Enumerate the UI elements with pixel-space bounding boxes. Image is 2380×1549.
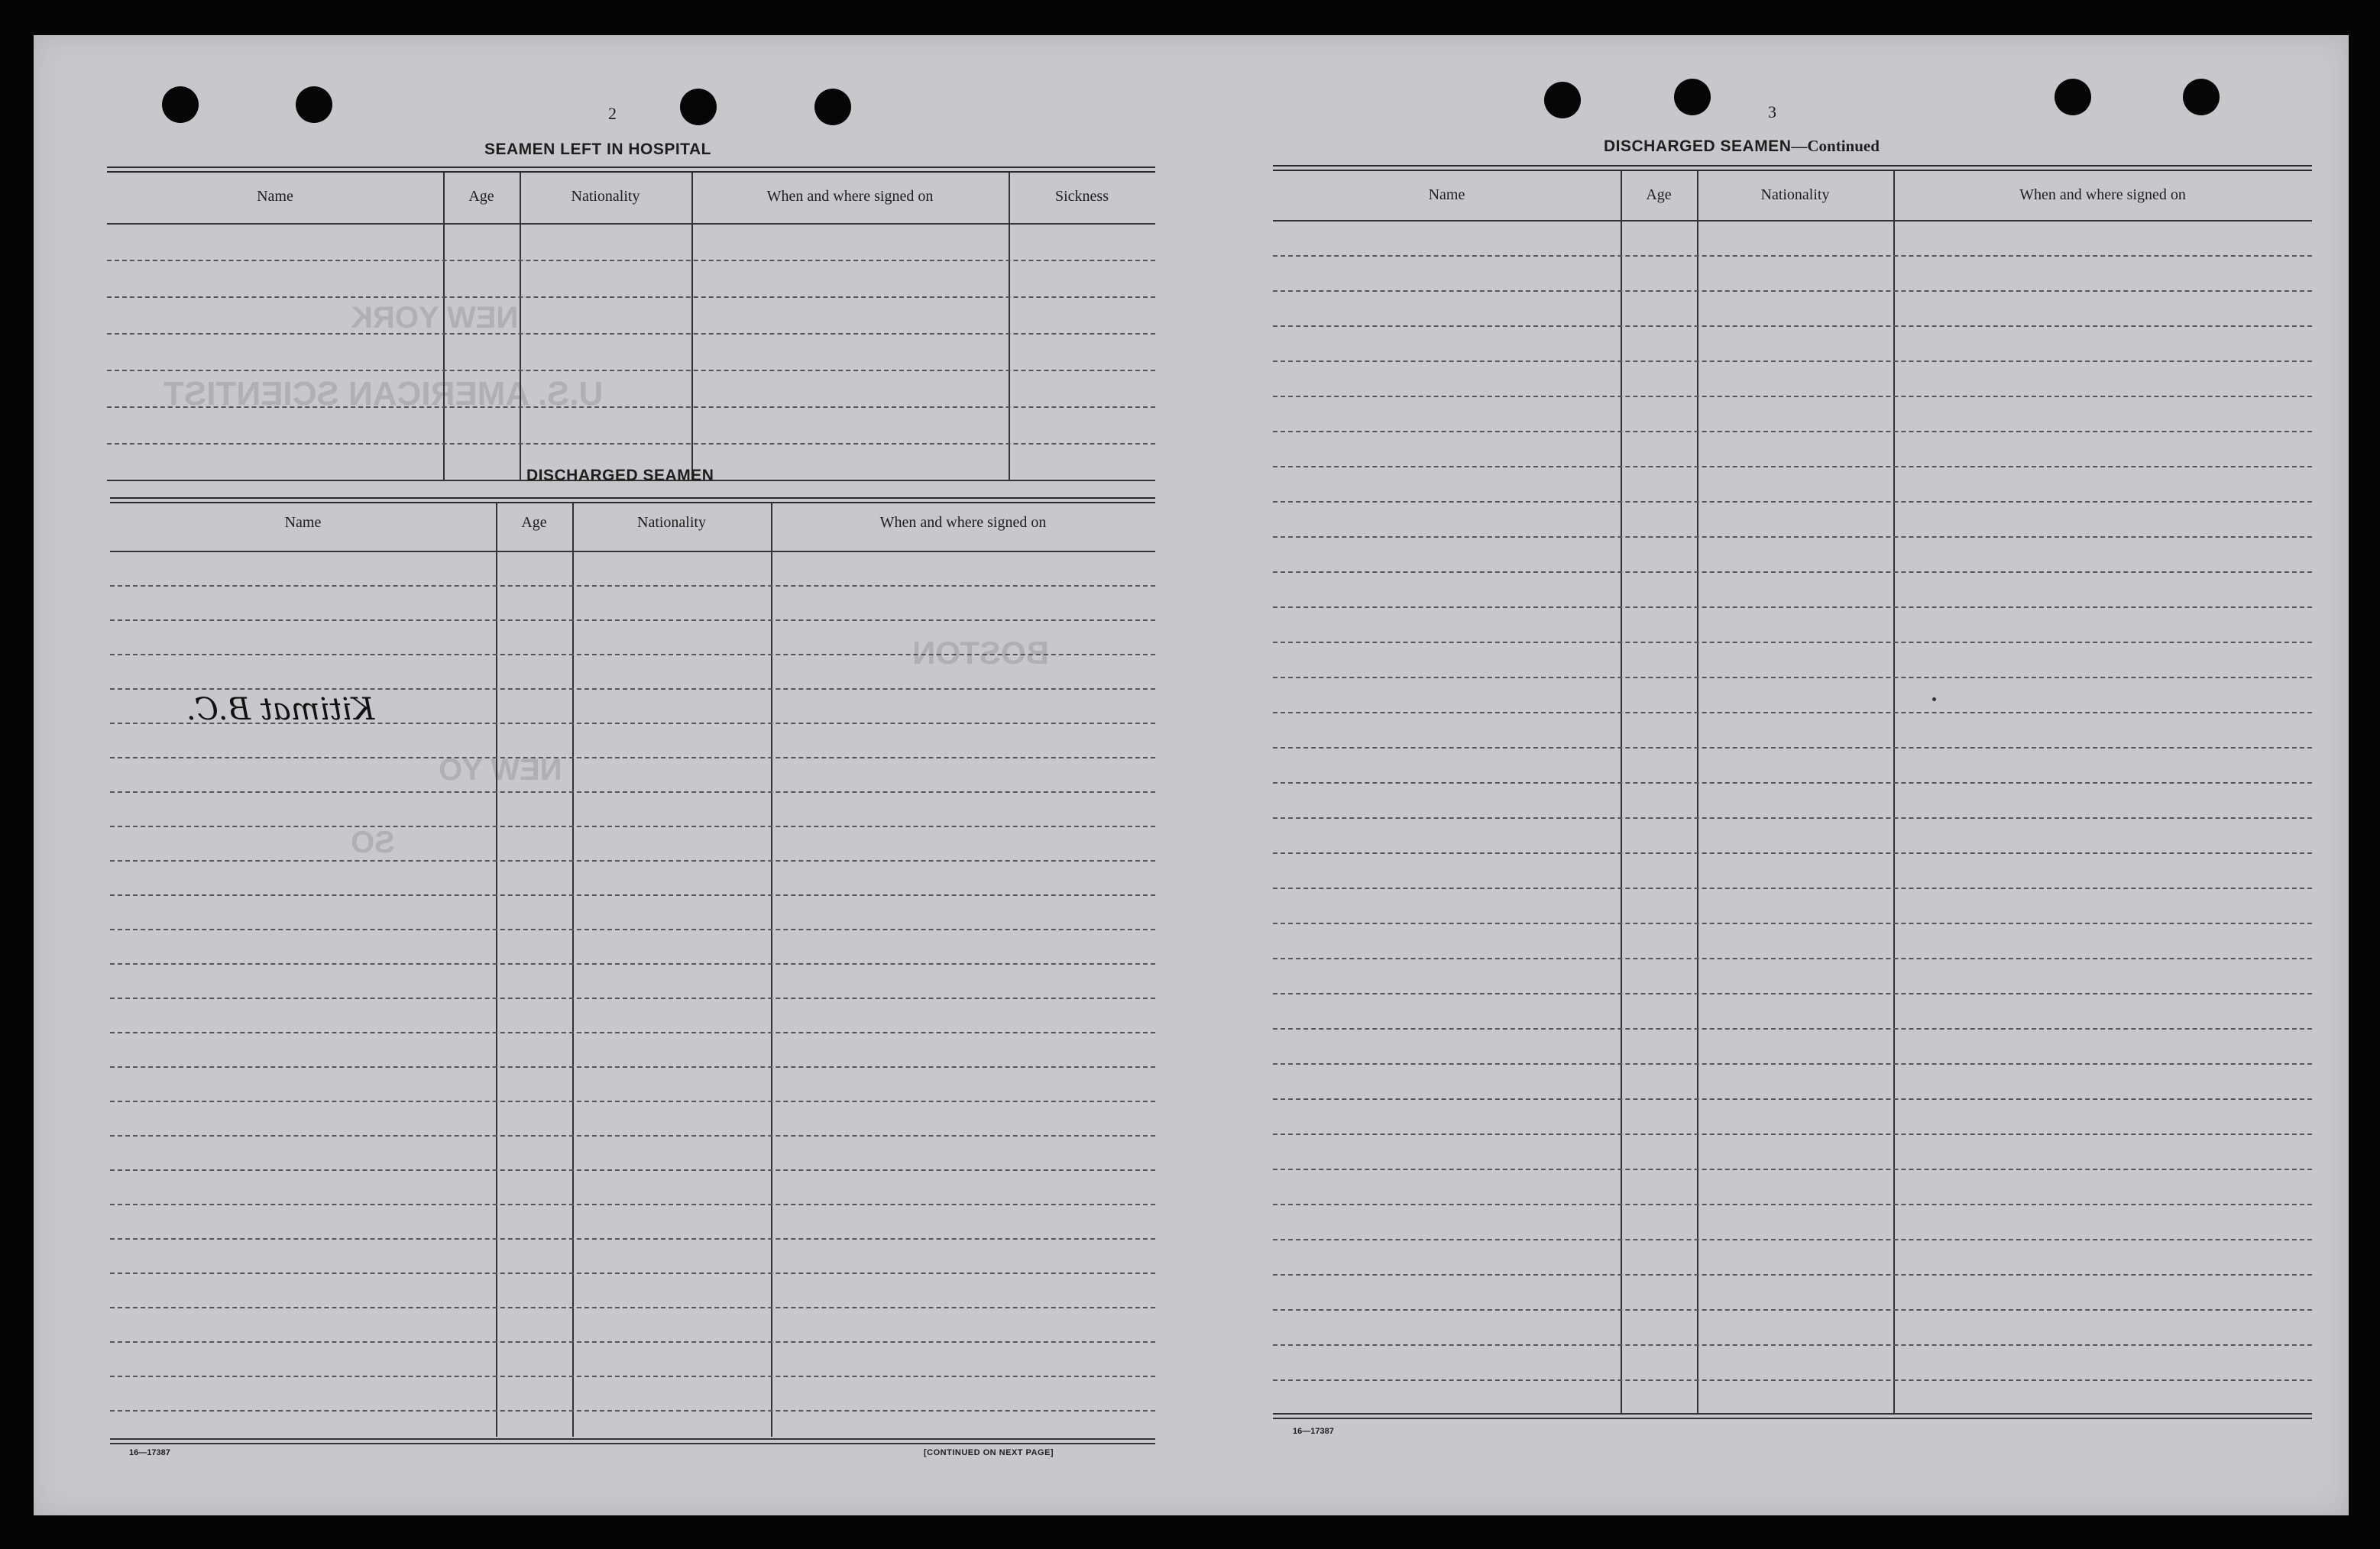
form-number: 16—17387: [129, 1448, 170, 1457]
table-row: [1273, 888, 2312, 889]
table-row: [1273, 1274, 2312, 1276]
section-title-discharged-continued: [1604, 137, 1880, 156]
table-row: [1273, 1309, 2312, 1311]
table-row: [110, 1135, 1155, 1137]
bleed-through-text: SO: [351, 826, 395, 859]
table-row: [110, 1204, 1155, 1205]
table-row: [107, 333, 1155, 335]
form-number: 16—17387: [1293, 1427, 1334, 1436]
section-title-discharged: DISCHARGED SEAMEN: [526, 467, 714, 484]
punch-hole: [814, 89, 851, 125]
table-row: [107, 260, 1155, 261]
table-row: [1273, 501, 2312, 503]
table-row: [110, 998, 1155, 999]
table-row: [1273, 1344, 2312, 1346]
continued-note: [CONTINUED ON NEXT PAGE]: [924, 1448, 1054, 1457]
table-row: [110, 963, 1155, 965]
table-row: [1273, 642, 2312, 643]
table-row: [110, 619, 1155, 621]
page-number: 3: [1768, 102, 1776, 121]
table-row: [1273, 1133, 2312, 1135]
handwritten-bleed-through: Kitimat B.C.: [186, 692, 375, 727]
table-row: [1273, 571, 2312, 573]
discharged-table-right: [1273, 165, 2312, 1463]
column-header-name: Name: [257, 188, 293, 205]
table-row: [110, 1410, 1155, 1412]
table-row: [110, 688, 1155, 690]
column-header-name: Name: [1428, 186, 1465, 203]
table-row: [1273, 1204, 2312, 1205]
table-row: [1273, 431, 2312, 432]
table-row: [110, 894, 1155, 896]
table-row: [107, 443, 1155, 445]
document-sheet: [34, 35, 2349, 1515]
table-row: [110, 1032, 1155, 1033]
table-row: [1273, 1239, 2312, 1240]
table-row: [1273, 1028, 2312, 1030]
table-row: [1273, 606, 2312, 608]
table-row: [1273, 993, 2312, 994]
column-header-signed-on: When and where signed on: [879, 514, 1047, 531]
table-row: [110, 929, 1155, 930]
table-row: [110, 654, 1155, 655]
punch-hole: [1674, 79, 1711, 115]
punch-hole: [680, 89, 717, 125]
table-row: [1273, 536, 2312, 538]
page-number: 2: [608, 104, 617, 123]
column-header-sickness: Sickness: [1055, 188, 1109, 205]
table-row: [1273, 852, 2312, 854]
table-row: [1273, 677, 2312, 678]
bleed-through-text: NEW YO: [439, 753, 562, 787]
title-continued: —Continued: [1791, 137, 1880, 155]
table-row: [110, 1376, 1155, 1377]
table-row: [1273, 817, 2312, 819]
table-row: [1273, 466, 2312, 467]
table-row: [1273, 923, 2312, 924]
table-row: [1273, 747, 2312, 749]
section-title-hospital: SEAMEN LEFT IN HOSPITAL: [484, 141, 711, 158]
bleed-through-text: BOSTON: [912, 635, 1049, 671]
table-row: [110, 826, 1155, 827]
title-main: DISCHARGED SEAMEN: [1604, 137, 1792, 155]
column-header-age: Age: [1646, 186, 1672, 203]
column-header-nationality: Nationality: [1760, 186, 1830, 203]
table-row: [1273, 782, 2312, 784]
table-row: [110, 791, 1155, 793]
punch-hole: [296, 86, 332, 123]
punch-hole: [162, 86, 199, 123]
bleed-through-text: NEW YORK: [351, 301, 519, 335]
table-row: [110, 1273, 1155, 1274]
table-row: [110, 1238, 1155, 1240]
column-header-signed-on: When and where signed on: [766, 188, 934, 205]
column-header-name: Name: [284, 514, 322, 531]
table-row: [1273, 255, 2312, 257]
table-row: [110, 1169, 1155, 1171]
table-row: [107, 296, 1155, 298]
table-row: [1273, 1098, 2312, 1100]
table-row: [1273, 361, 2312, 362]
column-header-age: Age: [521, 514, 547, 531]
table-row: [1273, 325, 2312, 327]
table-row: [1273, 396, 2312, 397]
table-row: [1273, 1379, 2312, 1381]
table-row: [1273, 712, 2312, 713]
table-row: [107, 370, 1155, 371]
bleed-through-text: U.S. AMERICAN SCIENTIST: [164, 375, 604, 412]
table-row: [110, 757, 1155, 758]
table-row: [1273, 1063, 2312, 1065]
table-row: [110, 860, 1155, 862]
column-header-signed-on: When and where signed on: [2019, 186, 2186, 203]
table-row: [110, 1307, 1155, 1308]
punch-hole: [2183, 79, 2220, 115]
punch-hole: [2055, 79, 2091, 115]
table-row: [110, 1341, 1155, 1343]
table-row: [110, 585, 1155, 587]
hospital-table: [107, 167, 1155, 487]
discharged-table-left: [110, 497, 1155, 1490]
table-row: [1273, 290, 2312, 292]
table-row: [110, 1101, 1155, 1102]
table-row: [110, 1066, 1155, 1068]
column-header-nationality: Nationality: [571, 188, 640, 205]
ink-speck: [1932, 697, 1936, 701]
table-row: [1273, 958, 2312, 959]
table-row: [107, 406, 1155, 408]
table-row: [1273, 1169, 2312, 1170]
column-header-nationality: Nationality: [637, 514, 706, 531]
column-header-age: Age: [468, 188, 494, 205]
punch-hole: [1544, 82, 1581, 118]
